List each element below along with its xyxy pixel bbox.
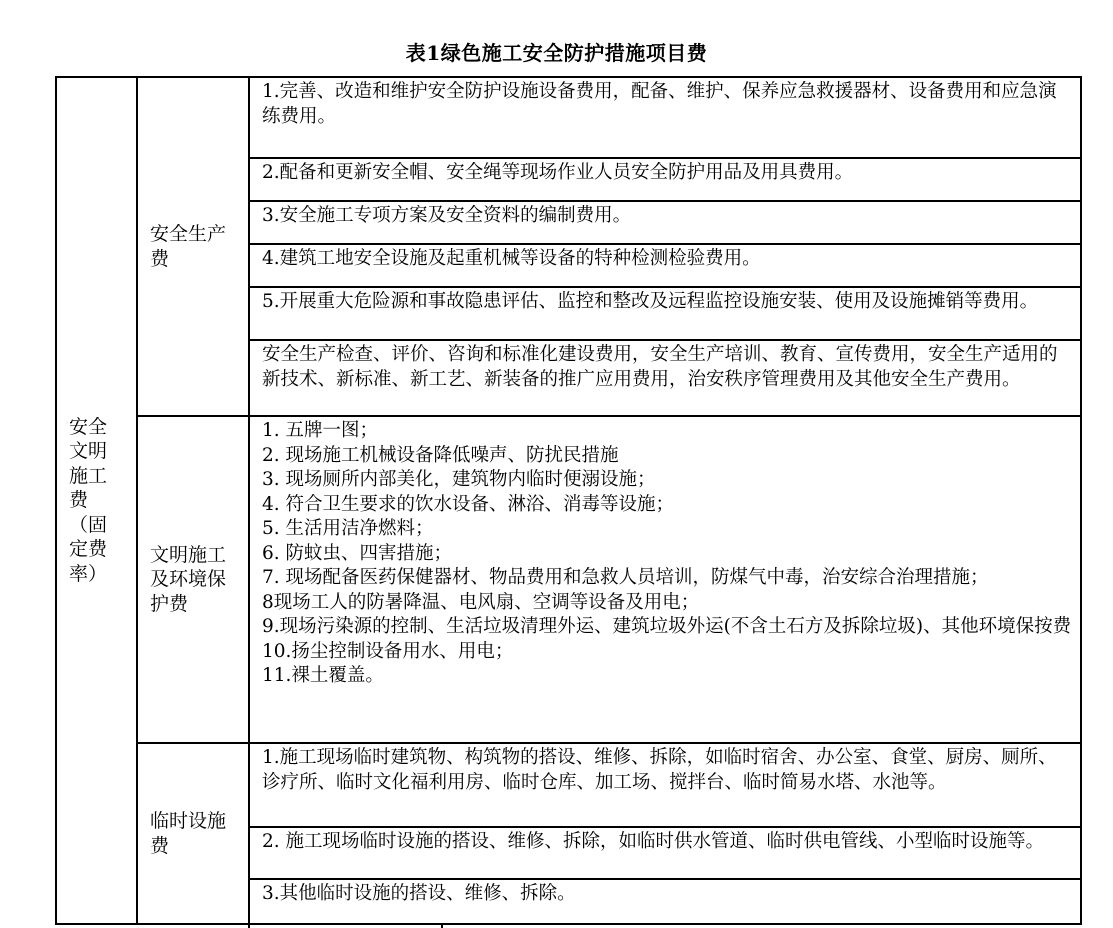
- category-label: 安全文明施工费（固定费率）: [69, 415, 108, 585]
- list-item: 3. 现场厕所内部美化，建筑物内临时便溺设施；: [262, 469, 656, 490]
- table-continuation-mark: [441, 924, 443, 928]
- item-cell: [249, 879, 1081, 924]
- item-cell: [249, 158, 1081, 201]
- category-cell: [56, 77, 137, 924]
- list-item: 1. 五牌一图；: [262, 420, 379, 441]
- table-title: 表1绿色施工安全防护措施项目费: [405, 41, 708, 65]
- item-text: 4.建筑工地安全设施及起重机械等设备的特种检测检验费用。: [262, 248, 761, 269]
- group-label-civilized: 文明施工及环境保护费: [150, 543, 227, 615]
- group-cell-temporary: [137, 743, 249, 924]
- list-item: 8现场工人的防暑降温、电风扇、空调等设备及用电；: [262, 591, 700, 613]
- item-text: 5.开展重大危险源和事故隐患评估、监控和整改及远程监控设施安装、使用及设施摊销等费用。: [262, 291, 1039, 312]
- item-cell: [249, 827, 1081, 879]
- group-cell-safety: [137, 77, 249, 416]
- list-item: 2. 现场施工机械设备降低噪声、防扰民措施: [262, 444, 619, 466]
- item-cell-list: [249, 416, 1081, 743]
- item-text: 3.安全施工专项方案及安全资料的编制费用。: [262, 205, 632, 226]
- item-cell: [249, 244, 1081, 287]
- item-cell: [249, 743, 1081, 827]
- list-item: 10.扬尘控制设备用水、用电；: [262, 640, 514, 662]
- table-row: [56, 77, 1081, 158]
- item-text: 3.其他临时设施的搭设、维修、拆除。: [262, 883, 576, 904]
- group-label-temporary: 临时设施费: [150, 810, 227, 857]
- list-item: 7. 现场配备医药保健器材、物品费用和急救人员培训，防煤气中毒，治安综合治理措施；: [262, 567, 989, 588]
- item-cell: [249, 340, 1081, 416]
- item-text: 2.配备和更新安全帽、安全绳等现场作业人员安全防护用品及用具费用。: [262, 162, 854, 183]
- table-row: [56, 743, 1081, 827]
- list-item: 9.现场污染源的控制、生活垃圾清理外运、建筑垃圾外运(不含土石方及拆除垃圾)、其他环境保按费: [262, 616, 1072, 637]
- measures-table: [55, 76, 1082, 925]
- group-label-safety: 安全生产费: [150, 223, 227, 270]
- list-item: 4. 符合卫生要求的饮水设备、淋浴、消毒等设施；: [262, 493, 675, 515]
- item-cell: [249, 201, 1081, 244]
- item-text: 1.完善、改造和维护安全防护设施设备费用，配备、维护、保养应急救援器材、设备费用和应急演练费用。: [262, 81, 1057, 127]
- item-text: 2. 施工现场临时设施的搭设、维修、拆除，如临时供水管道、临时供电管线、小型临时设施等。: [262, 831, 1045, 852]
- list-item: 11.裸土覆盖。: [262, 665, 384, 686]
- list-item: 5. 生活用洁净燃料；: [262, 518, 434, 539]
- table-row: [56, 416, 1081, 743]
- list-item: 6. 防蚊虫、四害措施；: [262, 542, 453, 564]
- item-cell: [249, 287, 1081, 340]
- item-text: 安全生产检查、评价、咨询和标准化建设费用，安全生产培训、教育、宣传费用，安全生产适用的新技术、新标准、新工艺、新装备的推广应用费用，治安秩序管理费用及其他安全生产费用。: [262, 344, 1058, 390]
- group-cell-civilized: [137, 416, 249, 743]
- item-text: 1.施工现场临时建筑物、构筑物的搭设、维修、拆除，如临时宿舍、办公室、食堂、厨房、厕所、诊疗所、临时文化福利用房、临时仓库、加工场、搅拌台、临时简易水塔、水池等。: [262, 747, 1057, 793]
- table-continuation-mark: [248, 924, 250, 928]
- item-cell: [249, 77, 1081, 158]
